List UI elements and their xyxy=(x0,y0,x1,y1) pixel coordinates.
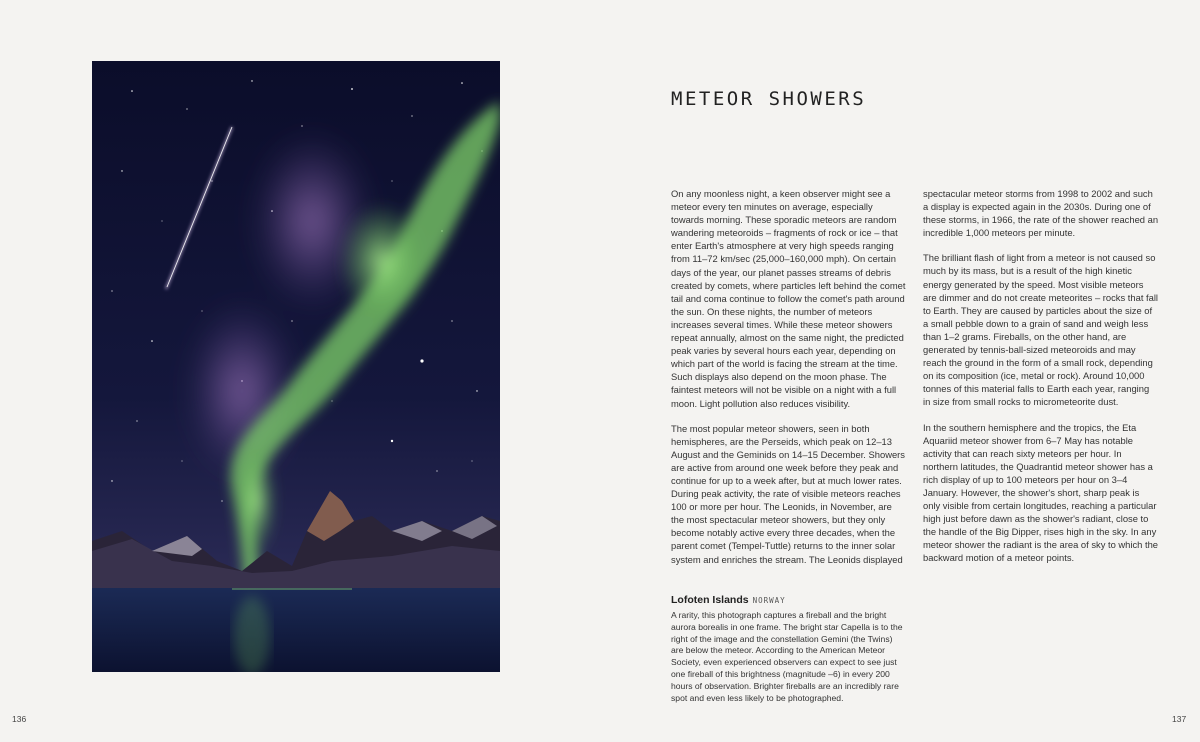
photo-caption xyxy=(671,592,907,704)
aurora-meteor-photo xyxy=(92,61,500,672)
article-title: METEOR SHOWERS xyxy=(671,88,867,110)
page-number-right: 137 xyxy=(1172,714,1187,724)
sea xyxy=(92,588,500,672)
caption-country: NORWAY xyxy=(752,596,786,605)
paragraph: In the southern hemisphere and the tropics, the Eta Aquariid meteor shower from 6–7 May has notable activity that can reach sixty meteors per hour. In northern latitudes, the Quadrantid meteor shower has a rich display of up to 100 meteors per hour on 3–4 January. However, the shower's short, sharp peak is only visible from certain longitudes, reaching a particular high just before dawn as the shower's radiant, close to the handle of the Big Dipper, rises high in the sky. In any meteor shower the radiant is the area of sky to which the backward motion of a meteor points. xyxy=(923,421,1159,564)
caption-text: A rarity, this photograph captures a fireball and the bright aurora borealis in one frame. The bright star Capella is to the right of the image and the constellation Gemini (the Twins) are below the meteor. According to the American Meteor Society, even experienced observers can expect to see just one fireball of this brightness (magnitude –6) in every 200 hours of observation. Brighter fireballs are an incredibly rare spot and even less likely to be photographed. xyxy=(671,610,903,703)
text-column-right xyxy=(923,187,1159,577)
photo-illustration xyxy=(92,61,500,672)
paragraph: On any moonless night, a keen observer might see a meteor every ten minutes on average, especially towards morning. These sporadic meteors are random wandering meteoroids – fragments of rock or ice – that enter Earth's atmosphere at very high speeds ranging from 11–72 km/sec (25,000–160,000 mph). On certain days of the year, our planet passes streams of debris created by comets, where particles left behind the comet tail and coma continue to follow the comet's path around the sun. On these nights, the number of meteors increases several times. While these meteor showers repeat annually, almost on the same night, the predicted peak varies by several hours each year, depending on which part of the world is facing the stream at the time. Such displays also depend on the moon phase. The faintest meteors will not be visible on a night with a full moon. Light pollution also reduces visibility. xyxy=(671,188,906,409)
paragraph: spectacular meteor storms from 1998 to 2002 and such a display is expected again in the 2030s. During one of these storms, in 1966, the rate of the shower reached an incredible 1,000 meteors per minute. xyxy=(923,188,1159,239)
caption-heading xyxy=(671,592,907,607)
caption-place: Lofoten Islands xyxy=(671,594,749,606)
paragraph: The brilliant flash of light from a meteor is not caused so much by its mass, but is a result of the high kinetic energy generated by the speed. Most visible meteors are dimmer and do not create meteorites – rocks that fall to Earth. They are caused by particles about the size of a small pebble down to a grain of sand and weigh less than 1–2 grams. Fireballs, on the other hand, are generated by tennis-ball-sized meteoroids and may reach the ground in the form of a small rock, depending on its composition (ice, metal or rock). Around 10,000 tonnes of this material falls to Earth each year, ranging in size from small rocks to micrometeorite dust. xyxy=(923,252,1159,408)
paragraph: The most popular meteor showers, seen in both hemispheres, are the Perseids, which peak on 12–13 August and the Geminids on 14–15 December. Showers are active from around one week before they peak and continue for up to a week after, but at much lower rates. During peak activity, the rate of visible meteors reaches 100 or more per hour. The Leonids, in November, are the most spectacular meteor showers, but they only become notably active every three decades, when the parent comet (Tempel-Tuttle) returns to the inner solar system and enriches the stream. The Leonids displayed xyxy=(671,422,905,565)
page-number-left: 136 xyxy=(12,714,27,724)
text-column-left xyxy=(671,187,907,578)
